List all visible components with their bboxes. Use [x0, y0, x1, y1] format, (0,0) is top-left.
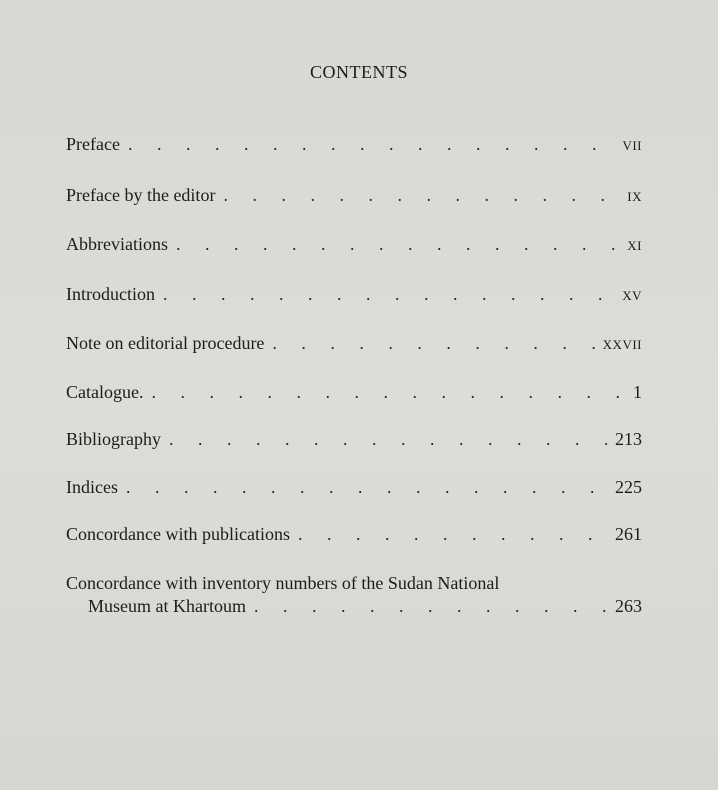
leader-dots [151, 382, 625, 403]
toc-entry-preface-editor [66, 185, 642, 206]
toc-entry-bibliography [66, 429, 642, 450]
toc-entry-label: Catalogue. [66, 382, 144, 402]
leader-dots [272, 333, 594, 354]
toc-entry-label: Introduction [66, 284, 155, 304]
toc-entry-page: 213 [615, 429, 642, 449]
toc-entry-concordance-inventory [66, 573, 642, 617]
leader-dots [223, 185, 619, 206]
toc-entry-editorial-procedure [66, 333, 642, 354]
toc-entry-label-line1: Concordance with inventory numbers of the Sudan National [66, 573, 500, 593]
toc-entry-label: Preface [66, 134, 120, 154]
toc-entry-label: Abbreviations [66, 234, 168, 254]
toc-entry-page: VII [622, 138, 642, 153]
toc-entry-label: Preface by the editor [66, 185, 216, 205]
toc-entry-label: Concordance with publications [66, 524, 290, 544]
toc-entry-catalogue [66, 382, 642, 403]
toc-entry-page: 263 [615, 596, 642, 616]
toc-entry-page: 1 [633, 382, 642, 402]
leader-dots [254, 596, 607, 617]
leader-dots [298, 524, 607, 545]
toc-entry-introduction [66, 284, 642, 305]
toc-entry-indices [66, 477, 642, 498]
toc-entry-label-line2: Museum at Khartoum [88, 596, 246, 616]
toc-entry-preface [66, 134, 642, 155]
page-title: CONTENTS [310, 62, 408, 82]
toc-entry-page: XI [627, 238, 642, 253]
toc-entry-abbreviations [66, 234, 642, 255]
leader-dots [163, 284, 614, 305]
toc-entry-page: IX [627, 189, 642, 204]
toc-entry-label: Bibliography [66, 429, 161, 449]
toc-entry-page: 261 [615, 524, 642, 544]
leader-dots [176, 234, 619, 255]
toc-entry-label: Indices [66, 477, 118, 497]
toc-entry-page: 225 [615, 477, 642, 497]
toc-entry-page: XV [622, 288, 642, 303]
toc-entry-page: XXVII [602, 337, 642, 352]
leader-dots [128, 134, 614, 155]
leader-dots [126, 477, 607, 498]
toc-entry-label: Note on editorial procedure [66, 333, 265, 353]
leader-dots [169, 429, 607, 450]
toc-entry-concordance-publications [66, 524, 642, 545]
